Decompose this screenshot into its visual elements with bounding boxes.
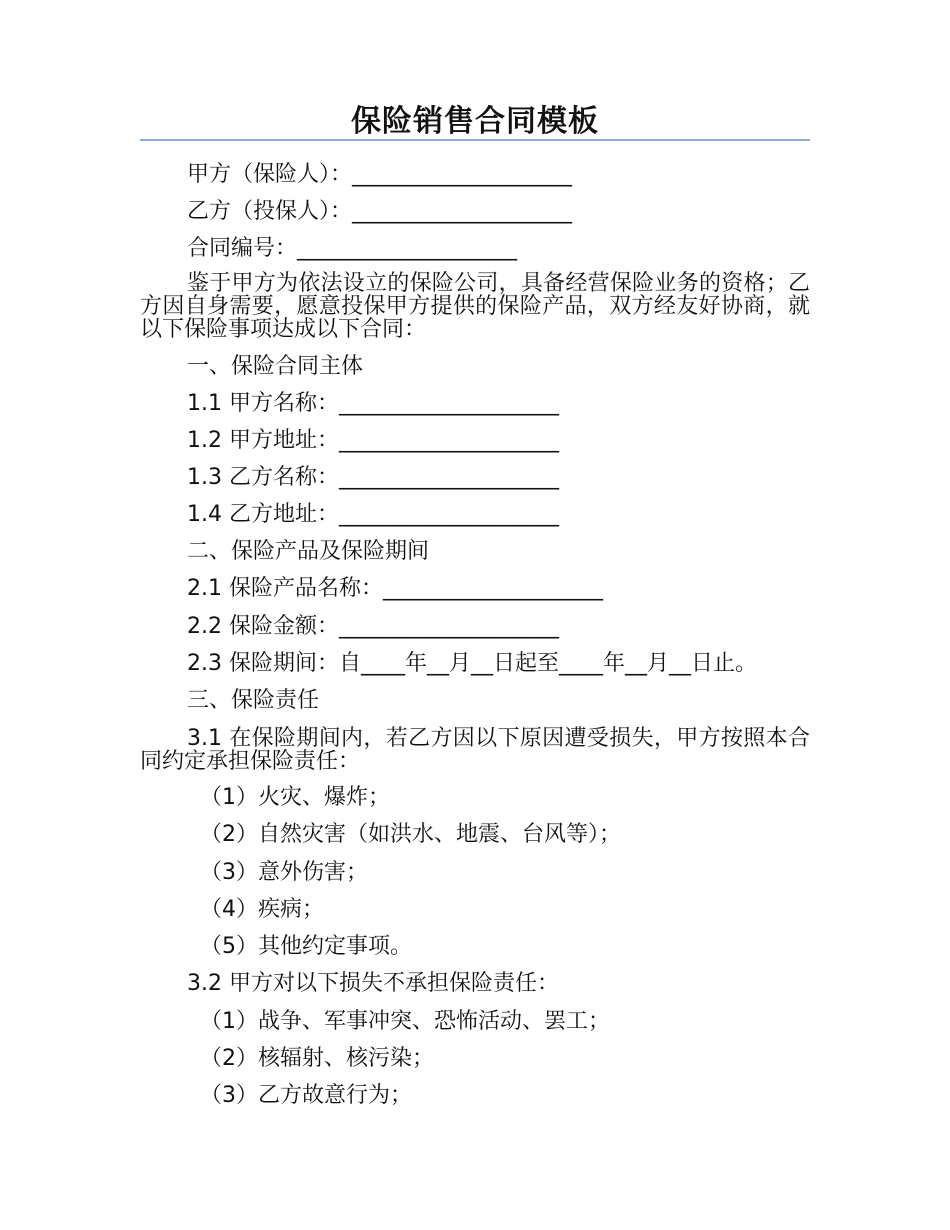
clause-3-2: 3.2 甲方对以下损失不承担保险责任： <box>187 971 559 996</box>
covered-item-2: （2）自然灾害（如洪水、地震、台风等）； <box>200 822 621 847</box>
section-2-heading: 二、保险产品及保险期间 <box>187 539 430 564</box>
excluded-item-2: （2）核辐射、核污染； <box>200 1046 434 1071</box>
excluded-item-3: （3）乙方故意行为； <box>200 1083 412 1108</box>
clause-1-1: 1.1 甲方名称：____________________ <box>187 391 559 416</box>
covered-item-3: （3）意外伤害； <box>200 860 368 885</box>
covered-item-4: （4）疾病； <box>200 897 324 922</box>
clause-2-1: 2.1 保险产品名称：____________________ <box>187 576 603 601</box>
clause-2-2: 2.2 保险金额：____________________ <box>187 614 559 639</box>
section-3-heading: 三、保险责任 <box>187 688 320 713</box>
clause-2-3: 2.3 保险期间：自____年__月__日起至____年__月__日止。 <box>187 651 757 676</box>
title-underline <box>140 139 810 141</box>
contract-number-line: 合同编号：____________________ <box>187 236 518 261</box>
excluded-item-1: （1）战争、军事冲突、恐怖活动、罢工； <box>200 1009 610 1034</box>
clause-1-3: 1.3 乙方名称：____________________ <box>187 465 559 490</box>
section-1-heading: 一、保险合同主体 <box>187 354 364 379</box>
preamble-paragraph: 鉴于甲方为依法设立的保险公司，具备经营保险业务的资格；乙方因自身需要，愿意投保甲方提供的保险产品，双方经友好协商，就以下保险事项达成以下合同： <box>140 271 810 342</box>
document-title: 保险销售合同模板 <box>351 104 599 139</box>
party-b-line: 乙方（投保人）：____________________ <box>187 199 573 224</box>
clause-1-4: 1.4 乙方地址：____________________ <box>187 502 559 527</box>
clause-1-2: 1.2 甲方地址：____________________ <box>187 428 559 453</box>
party-a-line: 甲方（保险人）：____________________ <box>187 162 573 187</box>
clause-3-1-paragraph: 3.1 在保险期间内，若乙方因以下原因遭受损失，甲方按照本合同约定承担保险责任： <box>140 726 810 774</box>
covered-item-1: （1）火灾、爆炸； <box>200 785 390 810</box>
covered-item-5: （5）其他约定事项。 <box>200 934 412 959</box>
